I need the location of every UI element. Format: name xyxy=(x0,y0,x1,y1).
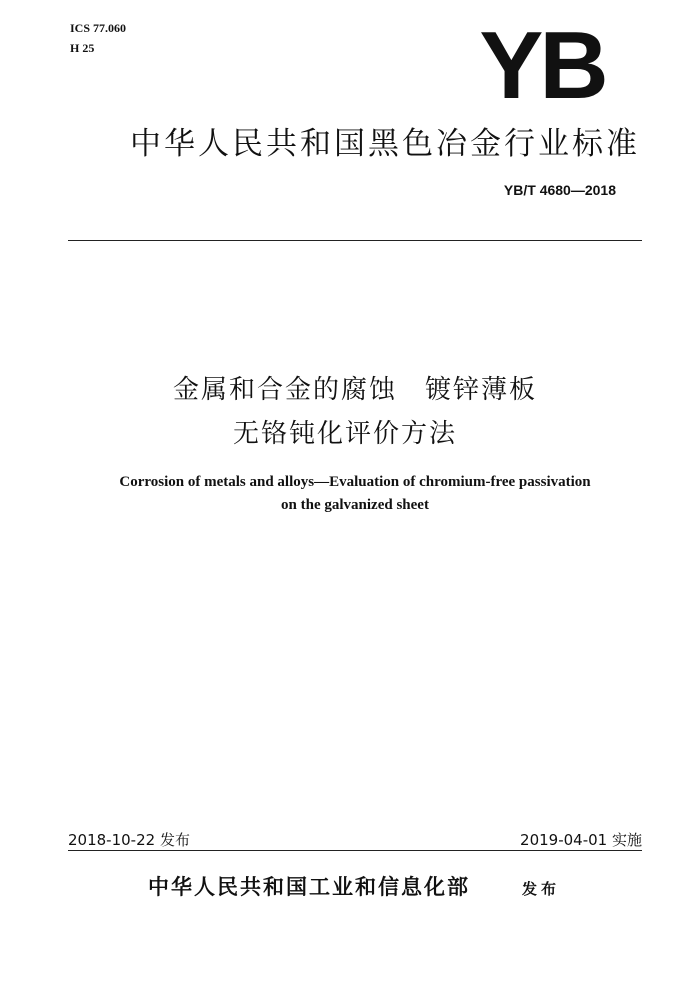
top-divider xyxy=(68,240,642,241)
title-en-line2: on the galvanized sheet xyxy=(281,497,429,513)
title-cn-line1: 金属和合金的腐蚀 镀锌薄板 xyxy=(172,375,537,405)
issuer-name: 中华人民共和国工业和信息化部 xyxy=(148,875,470,899)
title-en xyxy=(0,471,700,517)
ics-code: ICS 77.060 xyxy=(70,21,127,35)
title-cn-line2: 无铬钝化评价方法 xyxy=(232,419,457,449)
issuer-suffix: 发布 xyxy=(522,880,561,898)
title-cn xyxy=(0,368,700,456)
yb-logo-text: YB xyxy=(479,22,605,106)
yb-logo xyxy=(470,22,615,106)
title-en-line1: Corrosion of metals and alloys—Evaluation of chromium-free passivation xyxy=(119,474,591,490)
ccs-code: H 25 xyxy=(70,41,95,55)
sector-name: 中华人民共和国黑色冶金行业标准 xyxy=(130,126,640,162)
standard-number: YB/T 4680—2018 xyxy=(503,182,616,198)
issue-date: 2018-10-22 发布 xyxy=(68,831,190,849)
bottom-divider xyxy=(68,850,642,851)
implementation-date: 2019-04-01 实施 xyxy=(520,831,642,849)
